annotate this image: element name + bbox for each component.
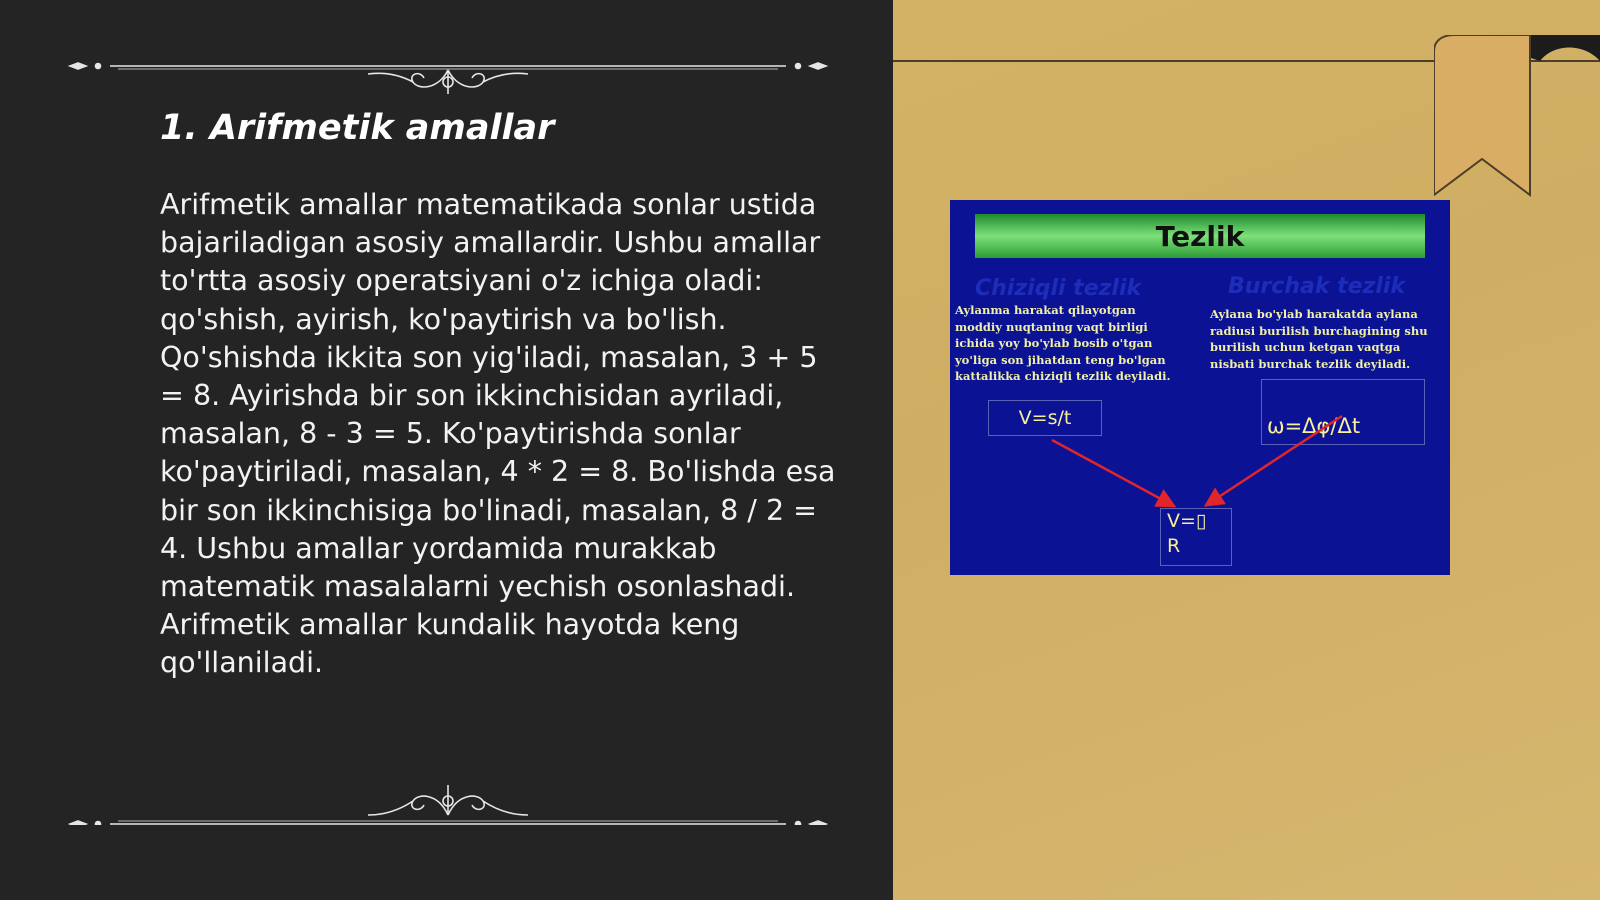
- bottom-ornament-divider-icon: [68, 775, 828, 825]
- tezlik-diagram-image: [950, 200, 1450, 575]
- diagram-arrows: [950, 200, 1450, 575]
- image-title: Tezlik: [975, 214, 1425, 258]
- formula-angular-speed: ω=Δφ/Δt: [1267, 414, 1361, 438]
- slide-body-text: Arifmetik amallar matematikada sonlar ustida bajariladigan asosiy amallardir. Ushbu amallar to'rtta asosiy operatsiyani o'z ichiga oladi: qo'shish, ayirish, ko'paytirish va bo'lish. Qo'shishda ikkita son yig'iladi, masalan, 3 + 5 = 8. Ayirishda bir son ikkinchisidan ayriladi, masalan, 8 - 3 = 5. Ko'paytirishda sonlar ko'paytiriladi, masalan, 4 * 2 = 8. Bo'lishda esa bir son ikkinchisiga bo'linadi, masalan, 8 / 2 = 4. Ushbu amallar yordamida murakkab matematik masalalarni yechish osonlashadi. Arifmetik amallar kundalik hayotda keng qo'llaniladi.: [160, 188, 836, 680]
- formula-linear-speed: V=s/t: [988, 400, 1102, 436]
- arrow-angular-to-relation: [1208, 416, 1342, 504]
- arrow-linear-to-relation: [1052, 440, 1172, 505]
- bookmark-icon: [1434, 35, 1600, 205]
- image-description-angular: Aylana bo'ylab harakatda aylana radiusi burilish burchagining shu burilish uchun ketgan vaqtga nisbati burchak tezlik deyiladi.: [1210, 307, 1428, 371]
- slide-title: 1. Arifmetik amallar: [160, 108, 555, 148]
- image-heading-linear-speed: Chiziqli tezlik: [975, 276, 1142, 301]
- image-heading-angular-speed: Burchak tezlik: [1228, 274, 1406, 299]
- formula-relation-top: V=▯: [1167, 510, 1207, 532]
- formula-relation-bottom: R: [1167, 535, 1181, 557]
- image-description-linear: Aylanma harakat qilayotgan moddiy nuqtaning vaqt birligi ichida yoy bo'ylab bosib o'tgan yo'liga son jihatdan teng bo'lgan kattalikka chiziqli tezlik deyiladi.: [955, 303, 1171, 383]
- top-ornament-divider-icon: [68, 50, 828, 100]
